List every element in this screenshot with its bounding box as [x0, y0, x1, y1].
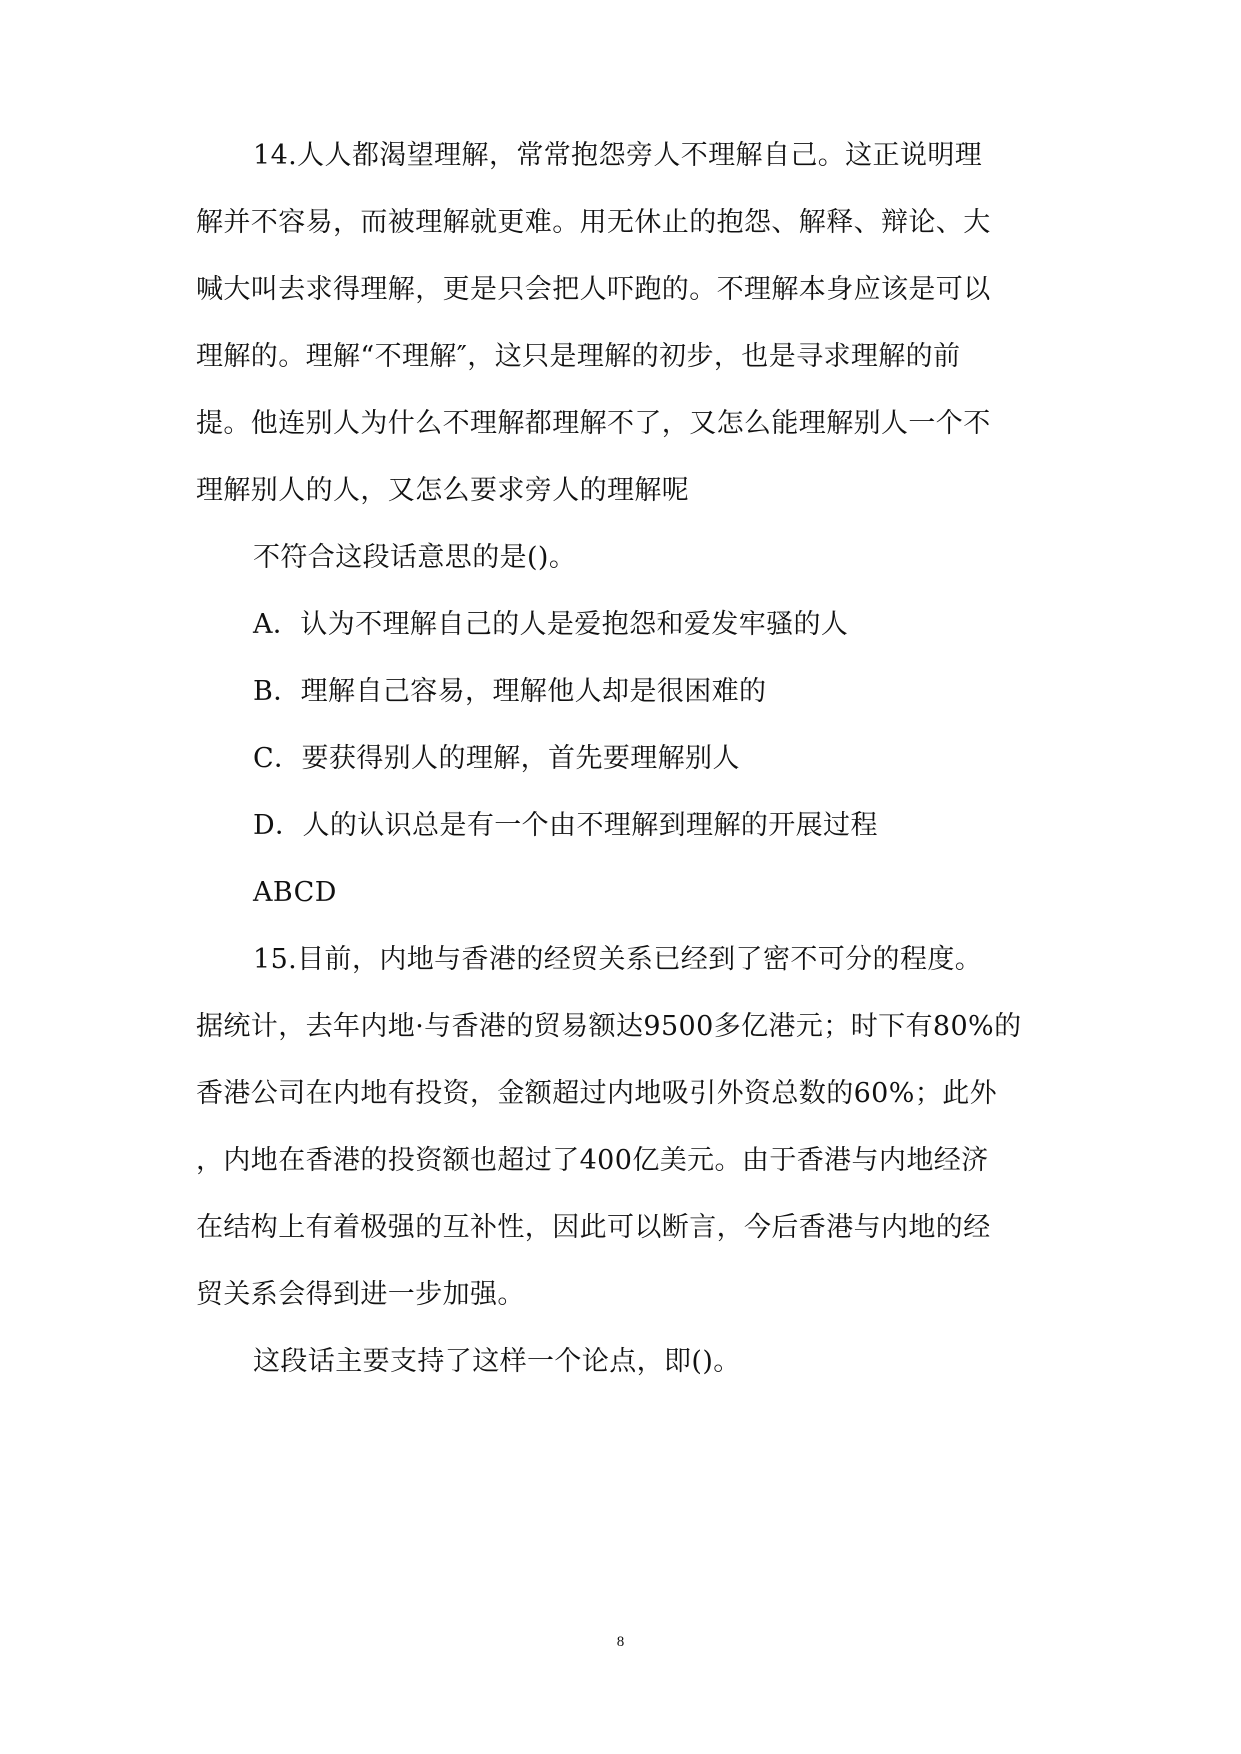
q15-line-2: 据统计，去年内地·与香港的贸易额达9500多亿港元；时下有80%的	[196, 1011, 1022, 1042]
q14-line-2: 解并不容易，而被理解就更难。用无休止的抱怨、解释、辩论、大	[196, 207, 991, 238]
q14-line-5: 提。他连别人为什么不理解都理解不了，又怎么能理解别人一个不	[196, 408, 991, 439]
page-number: 8	[616, 1634, 625, 1650]
q15-line-3: 香港公司在内地有投资，金额超过内地吸引外资总数的60%；此外	[196, 1078, 998, 1109]
q14-line-6: 理解别人的人，又怎么要求旁人的理解呢	[196, 475, 690, 506]
q14-option-b: B．理解自己容易，理解他人却是很困难的	[253, 676, 767, 707]
q14-option-a: A．认为不理解自己的人是爱抱怨和爱发牢骚的人	[253, 609, 849, 640]
q14-line-3: 喊大叫去求得理解，更是只会把人吓跑的。不理解本身应该是可以	[196, 274, 991, 305]
q14-answer: ABCD	[253, 877, 337, 908]
q15-line-6: 贸关系会得到进一步加强。	[196, 1279, 525, 1310]
q15-line-4: ，内地在香港的投资额也超过了400亿美元。由于香港与内地经济	[196, 1145, 989, 1176]
q15-line-1: 15.目前，内地与香港的经贸关系已经到了密不可分的程度。	[253, 944, 983, 975]
q14-line-1: 14.人人都渴望理解，常常抱怨旁人不理解自己。这正说明理	[253, 140, 983, 171]
q14-option-d: D．人的认识总是有一个由不理解到理解的开展过程	[253, 810, 878, 841]
q14-prompt: 不符合这段话意思的是()。	[253, 542, 577, 573]
q15-prompt: 这段话主要支持了这样一个论点，即()。	[253, 1346, 741, 1377]
q14-line-4: 理解的。理解“不理解″，这只是理解的初步，也是寻求理解的前	[196, 341, 961, 372]
q14-option-c: C．要获得别人的理解，首先要理解别人	[253, 743, 740, 774]
q15-line-5: 在结构上有着极强的互补性，因此可以断言，今后香港与内地的经	[196, 1212, 991, 1243]
